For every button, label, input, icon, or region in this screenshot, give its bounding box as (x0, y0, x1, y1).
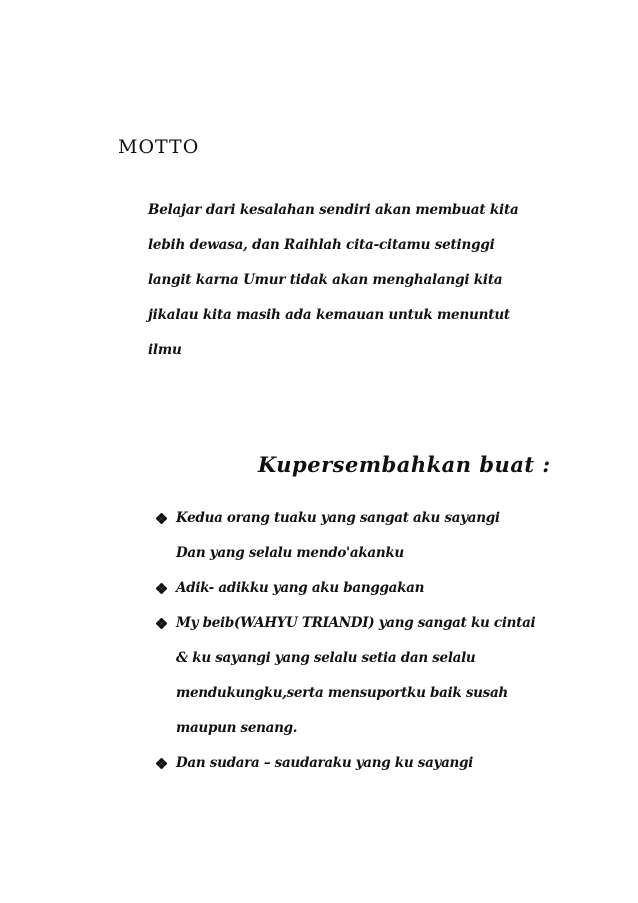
motto-line: langit karna Umur tidak akan menghalangi kita (148, 272, 503, 288)
dedication-item-line: My beib(WAHYU TRIANDI) yang sangat ku cintai (176, 615, 536, 631)
dedication-item-partner (156, 611, 576, 751)
motto-line: Belajar dari kesalahan sendiri akan membuat kita (148, 202, 519, 218)
motto-line: jikalau kita masih ada kemauan untuk menuntut (148, 307, 510, 323)
dedication-item-line: maupun senang. (176, 720, 298, 736)
dedication-list (156, 506, 576, 786)
dedication-item-line: & ku sayangi yang selalu setia dan selalu (176, 650, 476, 666)
dedication-title: Kupersembahkan buat : (258, 452, 551, 477)
dedication-item-relatives (156, 751, 576, 786)
dedication-item-siblings (156, 576, 576, 611)
dedication-item-line: mendukungku,serta mensuportku baik susah (176, 685, 508, 701)
motto-heading: MOTTO (118, 136, 200, 158)
dedication-item-line: Dan sudara – saudaraku yang ku sayangi (176, 755, 473, 771)
motto-line: lebih dewasa, dan Raihlah cita-citamu setinggi (148, 237, 495, 253)
diamond-bullet-icon (156, 751, 170, 775)
diamond-bullet-icon (156, 576, 170, 600)
motto-line: ilmu (148, 342, 182, 358)
diamond-bullet-icon (156, 506, 170, 530)
dedication-item-line: Dan yang selalu mendo'akanku (176, 545, 404, 561)
dedication-item-line: Adik- adikku yang aku banggakan (176, 580, 425, 596)
dedication-item-line: Kedua orang tuaku yang sangat aku sayangi (176, 510, 500, 526)
motto-text (148, 198, 568, 373)
dedication-item-parents (156, 506, 576, 576)
diamond-bullet-icon (156, 611, 170, 635)
